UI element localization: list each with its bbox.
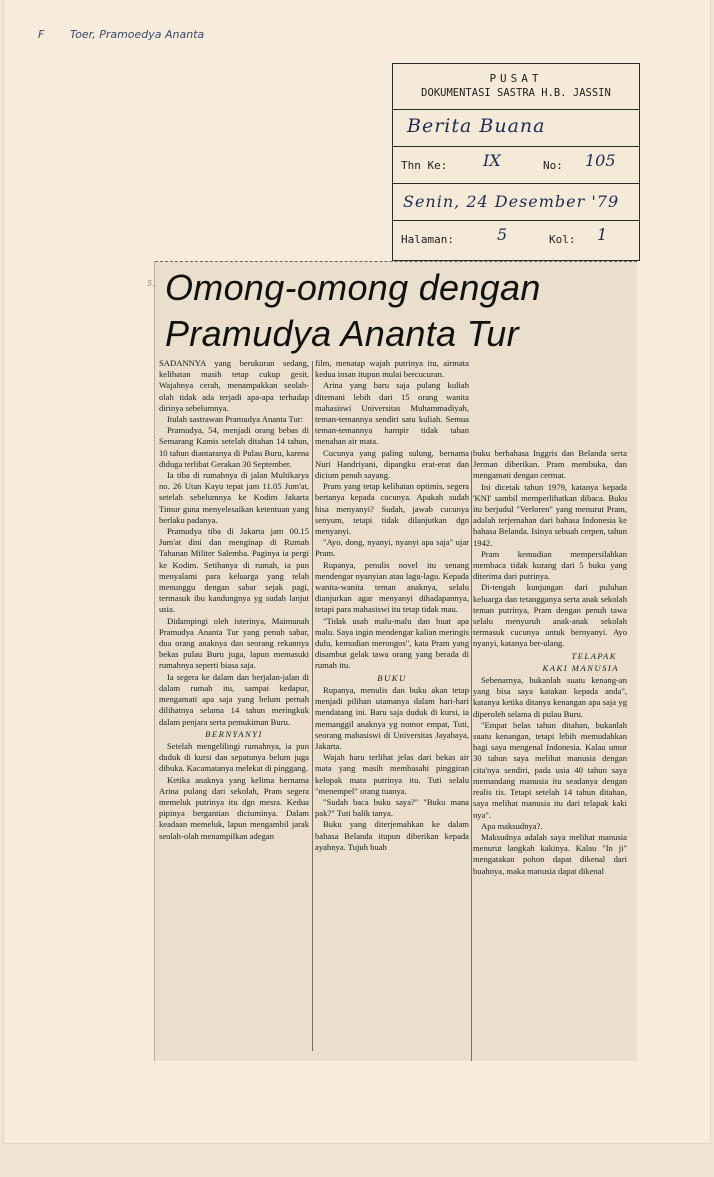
paragraph: Pramudya, 54, menjadi orang bebas di Semarang Kamis setelah ditahan 14 tahun, 10 tahun diantaranya di Pulau Buru, karena diduga terlibat Gerakan 30 September.: [159, 425, 309, 469]
paragraph: Itulah sastrawan Pramudya Ananta Tur:: [167, 414, 304, 425]
paragraph: Wajah haru terlihat jelas dari bekas air mata yang masih membasahi pinggiran kelopak mata putrinya itu. Tuti selalu "menempel" orang tuanya.: [315, 752, 469, 796]
article-column-1: [159, 358, 309, 1048]
stamp-newspaper: Berita Buana: [407, 115, 546, 137]
stamp-title-line1: PUSAT: [489, 72, 543, 85]
paragraph: Sebenarnya, bukanlah suatu kenang-an yang bisa saya katakan kepada anda", katanya ketika ditanya kenangan apa saja yg diperoleh selama di pulau Buru.: [473, 675, 627, 719]
paragraph: Rupanya, penulis novel itu senang mendengar nyanyian atau lagu-lagu. Kepada wanita-wanita teman anaknya, selalu dianjurkan agar menyanyi dihadapannya, tetapi para mahasiswi itu tetap tidak mau.: [315, 559, 469, 615]
paragraph: Rupanya, menulis dan buku akan tetap menjadi pilihan utamanya dalam hari-hari mendatang ini. Baru saja duduk di kursi, ia memanggil anaknya yg nomor empat, Tuti, seorang mahasiswi di Universitas Jayabaya, Jakarta.: [315, 684, 469, 751]
newspaper-clipping: [147, 261, 637, 1061]
paragraph: Didampingi oleh isterinya, Maimunah Pramudya Ananta Tur yang penuh sabar, dua orang anaknya dan seorang rekannya bekas pulau Buru juga, lapun memasuki rumahnya seperti biasa saja.: [159, 615, 309, 671]
paragraph: Pram yang tetap kelihatan optimis, segera bertanya kepada cucunya. Apakah sudah bisa menyanyi? Sudah, jawab cucunya senyum, tetapi tidak dilanjutkan dgn menyanyi.: [315, 481, 469, 537]
paragraph: Setelah mengelilingi rumahnya, ia pun duduk di kursi dan sepatunya belum juga dibuka. Kacamatanya melekat di pinggang.: [159, 740, 309, 774]
stamp-no-label: No:: [543, 159, 563, 172]
subheading-telapak: TELAPAK: [571, 650, 617, 661]
stamp-kol-value: 1: [597, 225, 608, 244]
paragraph: Maksudnya adalah saya melihat manusia menurut langkah kakinya. Kalau "In ji" mengatakan pohon dapat dikenal dari buahnya, maka manusia dapat dikenal: [473, 831, 627, 876]
paragraph: Ini dicetak tahun 1979, katanya kepada 'KNI' sambil memperlihatkan dibaca. Buku itu berjudul "Verloren" yang menurut Pram, adalah terjemahan dari bahasa Indonesia ke bahasa Belanda. Isinya sebuah cerpen, tahun 1942.: [473, 481, 627, 548]
stamp-title-line2: DOKUMENTASI SASTRA H.B. JASSIN: [421, 87, 611, 99]
stamp-halaman-label: Halaman:: [401, 233, 454, 246]
article-headline: [165, 265, 635, 357]
paragraph: SADANNYA yang berukuran sedang, kelihatan masih tetap cukup gesit. Wajahnya cerah, menampakkan seolah-olah tidak ada terjadi apa-apa terhadap dirinya sebelumnya.: [159, 358, 309, 413]
margin-note-text: Toer, Pramoedya Ananta: [69, 28, 205, 41]
paragraph: "Sudah baca buku saya?" "Buku mana pak?" Tuti balik tanya.: [315, 796, 469, 819]
headline-line2: Pramudya Ananta Tur: [165, 313, 519, 354]
subheading-buku: BUKU: [377, 672, 407, 683]
archive-stamp: [392, 63, 640, 261]
paragraph: Pram kemudian mempersilahkan membaca tidak kurang dari 5 buku yang diterima dari putrinya.: [473, 548, 627, 582]
headline-line1: Omong-omong dengan: [165, 267, 541, 308]
archive-sheet: [4, 0, 710, 1143]
stamp-halaman-value: 5: [497, 225, 508, 244]
clip-number: 5.: [147, 279, 155, 288]
stamp-date-row: [393, 184, 639, 221]
article-column-2: [315, 358, 469, 1061]
paragraph: Ketika anaknya yang kelima bernama Arina pulang dari sekolah, Pram segera memeluk putrinya itu dgn mesra. Kedua pipinya bergantian diciuminya. Dalam keadaan memeluk, lapun mengambil jarak seolah-olah menampilkan adegan: [159, 774, 309, 841]
clip-cut-line: [155, 261, 637, 263]
paragraph: Di-tengah kunjungan dari puluhan keluarga dan tetangganya serta anak sekolah teman putrinya, Pram dengan penuh tawa selalu menyuruh anak-anak sekolah termasuk cucunya untuk bernyanyi. Ayo nyanyi, katanya ber-ulang.: [473, 582, 627, 649]
paragraph: Pramudya tiba di Jakarta jam 00.15 Jum'at dini dan menginap di Rumah Tahanan Militer Salemba. Paginya ia pergi ke Kodim. Setibanya di rumah, ia pun menyalami para keluarga yang telah menunggu dengan sabar sejak pagi, termasuk ibu kandungnya yg sudah lanjut usia.: [159, 526, 309, 615]
paragraph: "Tidak usah malu-malu dan buat apa malu. Saya ingin mendengar kalian meringis dulu, kemudian merongos", kata Pram yang disambut gelak tawa orang yang berada di rumah itu.: [315, 615, 469, 671]
stamp-page-row: [393, 221, 639, 256]
stamp-issue-row: [393, 147, 639, 184]
paragraph: Cucunya yang paling sulung, bernama Nuri Handriyani, dipangku erat-erat dan dicium penuh sayang.: [315, 447, 469, 481]
subheading-bernyanyi: BERNYANYI: [205, 728, 263, 739]
stamp-thn-value: IX: [483, 151, 501, 170]
margin-handwritten-note: [38, 28, 204, 41]
paragraph: "Ayo, dong, nyanyi, nyanyi apa saja" ujar Pram.: [315, 537, 469, 559]
stamp-thn-label: Thn Ke:: [401, 159, 448, 172]
paragraph: Buku yang diterjemahkan ke dalam bahasa Belanda itupun diberikan kepada ayahnya. Tujuh buah: [315, 819, 469, 852]
stamp-newspaper-row: [393, 110, 639, 147]
column-rule: [312, 361, 313, 1051]
paragraph: Ia tiba di rumahnya di jalan Multikarya no. 26 Utan Kayu tepat jam 11.05 Jum'at, setelah sebelumnya ke Kodim Jakarta Timur guna menyelesaikan ketentuan yang berlaku padanya.: [159, 470, 309, 525]
paragraph: Apa maksudnya?.: [481, 820, 543, 831]
stamp-no-value: 105: [585, 151, 616, 170]
paragraph: Arina yang baru saja pulang kuliah ditemani lebih dari 15 orang wanita mahasiswi Universitas Muhammadiyah, teman-temannya sendiri satu kuliah. Semua teman-temannya hampir tidak tahan menahan air mata.: [315, 380, 469, 447]
margin-note-letter: F: [38, 28, 45, 41]
paragraph: buku berbahasa Inggris dan Belanda serta Jerman diberikan. Pram membuka, dan mengamati dengan cermat.: [473, 448, 627, 481]
column-rule: [471, 451, 472, 1061]
stamp-header: [393, 64, 639, 110]
subheading-kaki-manusia: KAKI MANUSIA: [542, 662, 619, 673]
paragraph: Ia segera ke dalam dan berjalan-jalan di dalam rumah itu, sampai kedapur, mengamati apa saja yang belum pernah dilihatnya selama 14 tahun meringkuk dalam penjara serta pemukiman Buru.: [159, 671, 309, 727]
article-column-3: [473, 448, 627, 1061]
stamp-kol-label: Kol:: [549, 233, 576, 246]
stamp-date: Senin, 24 Desember '79: [403, 192, 620, 211]
paragraph: "Empat belas tahun ditahan, bukanlah suatu kenangan, tetapi lebih memudahkan bagi saya mengenal Indonesia. Kalau umur 30 tahun saya melihat manusia dengan cita'nya sendiri, pada usia 40 tahun saya memandang manusia itu seadanya dengan realis tis. Tetapi setelah 14 tahun ditahan, saya melihat manusia itu dari telapak kaki nya".: [473, 719, 627, 820]
paragraph: film, menatap wajah putrinya itu, airmata kedua insan itupun mulai bercucuran.: [315, 358, 469, 380]
